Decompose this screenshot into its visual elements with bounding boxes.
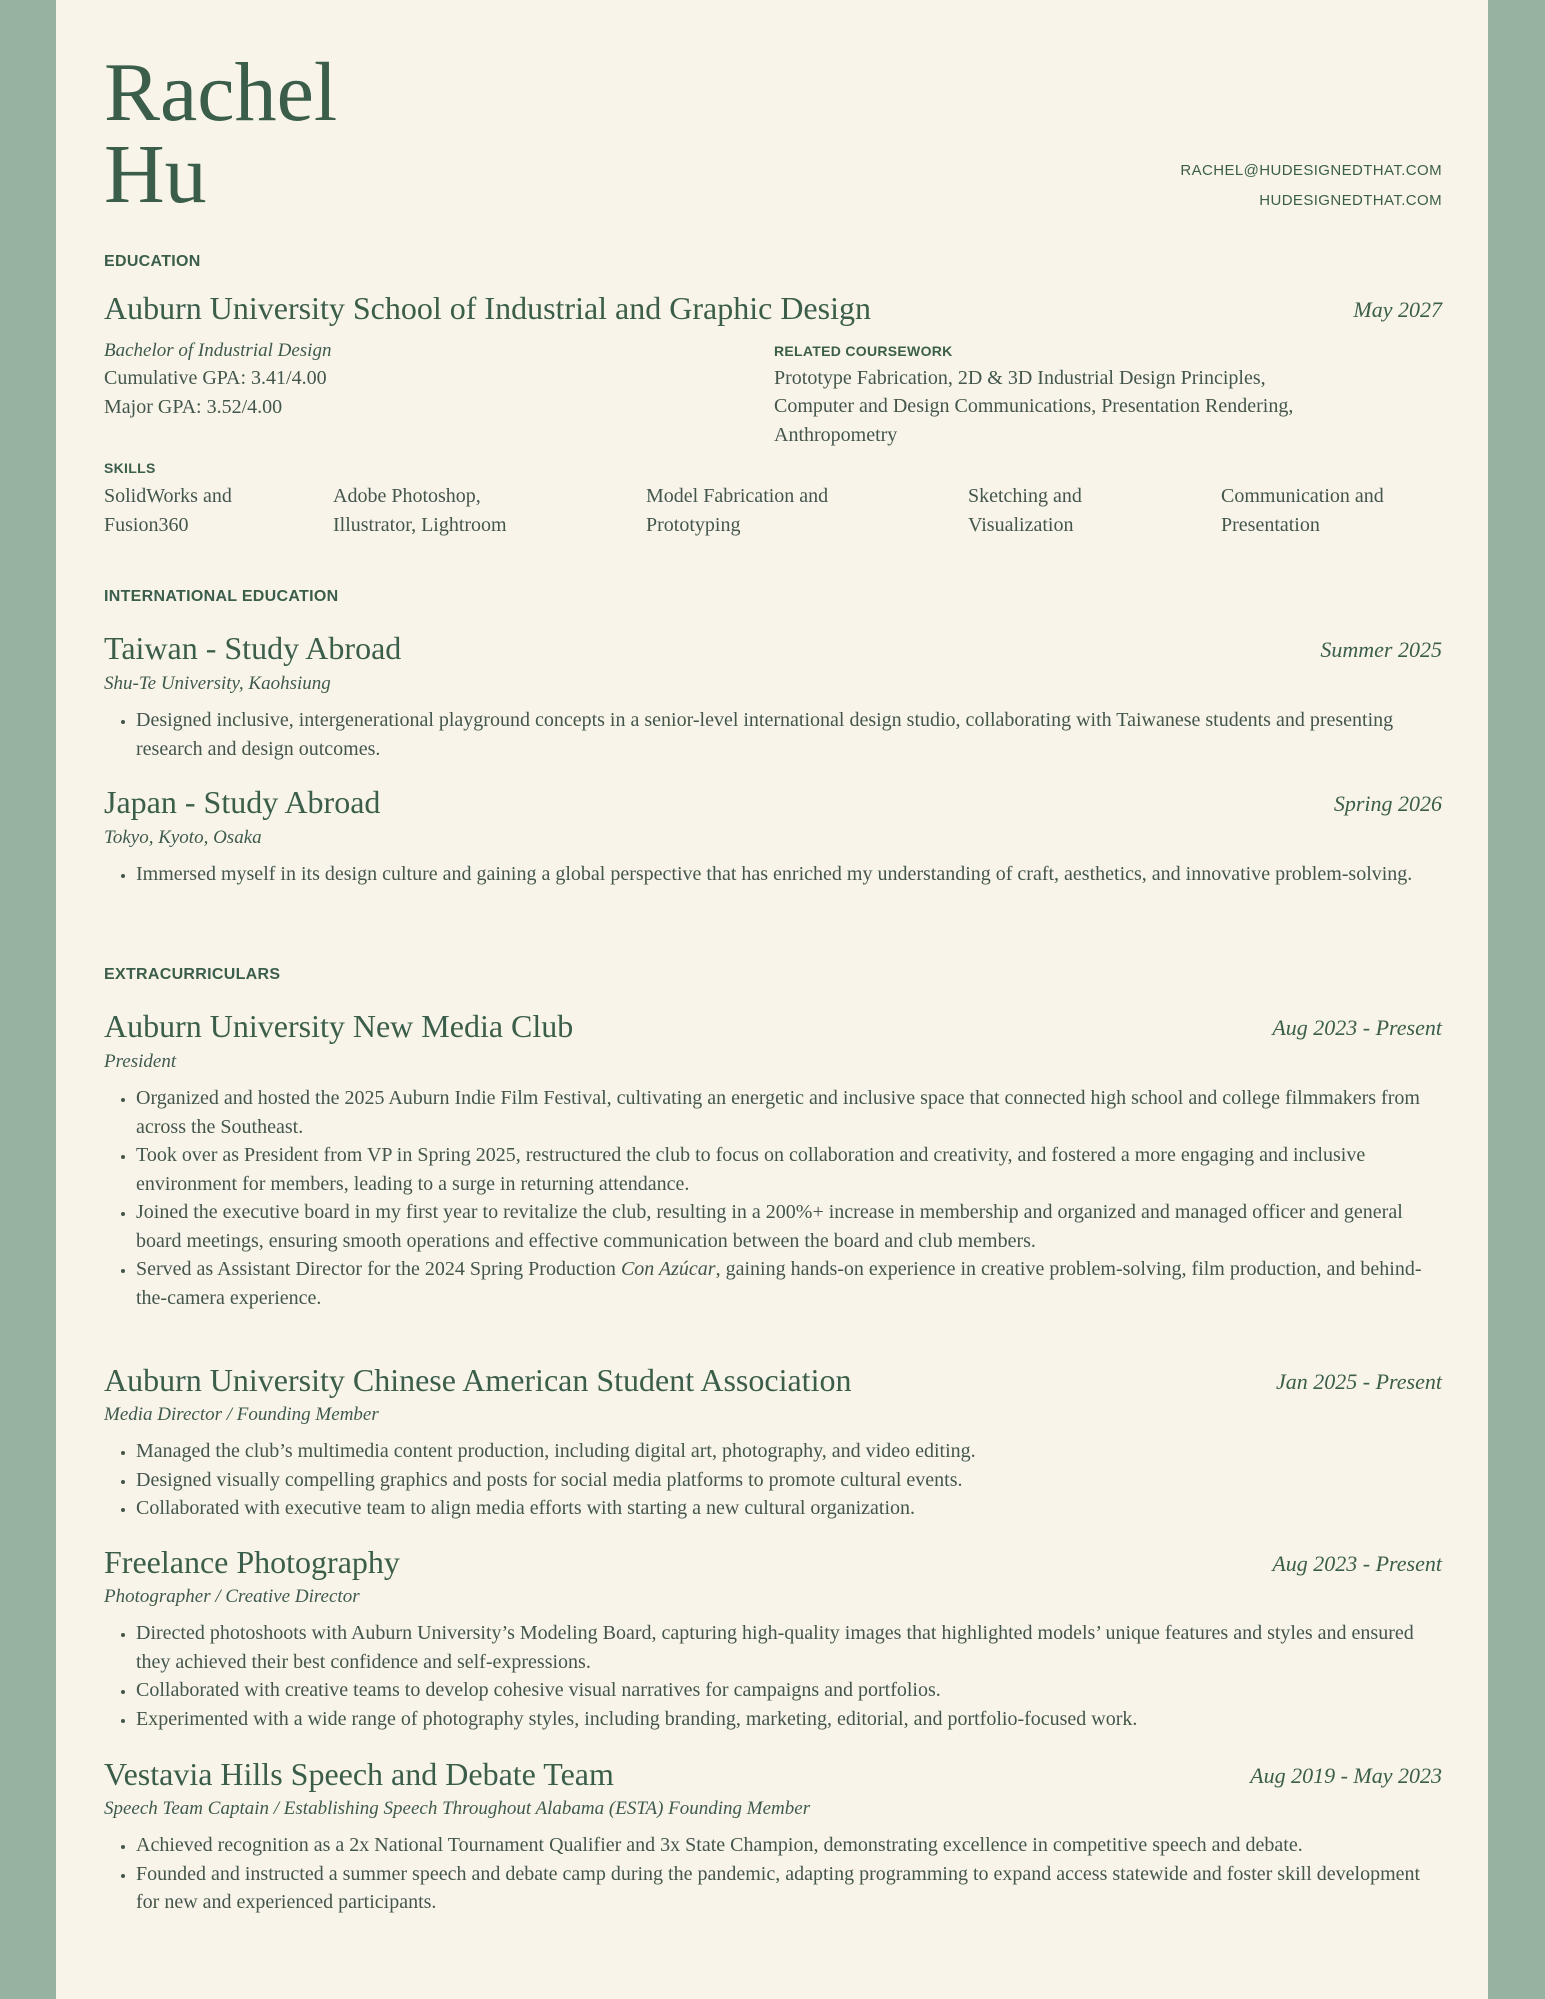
bullet-item: • Designed inclusive, intergenerational playground concepts in a senior-level international design studio, collaborating with Taiwanese students and presenting research and design outcomes. bbox=[136, 706, 1442, 763]
entry-date: Aug 2023 - Present bbox=[1272, 1551, 1442, 1576]
bullet-item: • Served as Assistant Director for the 2024 Spring Production Con Azúcar, gaining hands-on experience in creative problem-solving, film production, and behind-the-camera experience. bbox=[136, 1255, 1442, 1312]
coursework-line: Prototype Fabrication, 2D & 3D Industrial Design Principles, bbox=[774, 367, 1266, 389]
entry-bullets bbox=[104, 860, 1442, 889]
education-gpa-cumulative: Cumulative GPA: 3.41/4.00 bbox=[104, 367, 327, 389]
bullet-item: • Achieved recognition as a 2x National Tournament Qualifier and 3x State Champion, demonstrating excellence in competitive speech and debate. bbox=[136, 1831, 1442, 1860]
bullet-item: • Collaborated with creative teams to develop cohesive visual narratives for campaigns and portfolios. bbox=[136, 1676, 1442, 1705]
entry-bullets bbox=[104, 1831, 1442, 1917]
entry-title: Freelance Photography bbox=[104, 1544, 400, 1580]
resume-page bbox=[56, 0, 1488, 1999]
skill-item: Communication and Presentation bbox=[1221, 485, 1384, 536]
contact-email[interactable]: RACHEL@HUDESIGNEDTHAT.COM bbox=[1180, 162, 1442, 179]
name-first: Rachel bbox=[104, 46, 338, 139]
skill-item: Adobe Photoshop, Illustrator, Lightroom bbox=[333, 485, 507, 536]
entry-title: Taiwan - Study Abroad bbox=[104, 630, 402, 666]
bullet-item: • Designed visually compelling graphics and posts for social media platforms to promote cultural events. bbox=[136, 1466, 1442, 1495]
skills-heading: SKILLS bbox=[104, 460, 156, 476]
entry-subtitle: President bbox=[104, 1051, 177, 1072]
entry-bullets bbox=[104, 706, 1442, 763]
entry-bullets bbox=[104, 1437, 1442, 1523]
name-last: Hu bbox=[104, 128, 207, 221]
entry-date: Aug 2023 - Present bbox=[1272, 1015, 1442, 1040]
education-gpa-major: Major GPA: 3.52/4.00 bbox=[104, 396, 283, 418]
bullet-item: • Joined the executive board in my first year to revitalize the club, resulting in a 200%+ increase in membership and organized and managed officer and general board meetings, ensuring smooth operations and effective communication between the board and club members. bbox=[136, 1198, 1442, 1255]
education-date: May 2027 bbox=[1353, 297, 1442, 322]
section-heading-extracurriculars: EXTRACURRICULARS bbox=[104, 966, 281, 983]
bullet-item: • Managed the club’s multimedia content production, including digital art, photography, and video editing. bbox=[136, 1437, 1442, 1466]
bullet-item: • Took over as President from VP in Spring 2025, restructured the club to focus on collaboration and creativity, and fostered a more engaging and inclusive environment for members, leading to a surge in returning attendance. bbox=[136, 1141, 1442, 1198]
entry-subtitle: Shu-Te University, Kaohsiung bbox=[104, 673, 331, 694]
bullet-item: • Directed photoshoots with Auburn University’s Modeling Board, capturing high-quality images that highlighted models’ unique features and styles and ensured they achieved their best confidence and self-expressions. bbox=[136, 1619, 1442, 1676]
education-degree: Bachelor of Industrial Design bbox=[104, 340, 332, 361]
entry-title: Auburn University Chinese American Student Association bbox=[104, 1362, 852, 1398]
skill-item: Sketching and Visualization bbox=[968, 485, 1082, 536]
entry-bullets bbox=[104, 1084, 1442, 1312]
entry-title: Japan - Study Abroad bbox=[104, 784, 381, 820]
skill-item: SolidWorks and Fusion360 bbox=[104, 485, 232, 536]
contact-website[interactable]: HUDESIGNEDTHAT.COM bbox=[1259, 192, 1442, 209]
bullet-item: • Organized and hosted the 2025 Auburn Indie Film Festival, cultivating an energetic and inclusive space that connected high school and college filmmakers from across the Southeast. bbox=[136, 1084, 1442, 1141]
coursework-line: Computer and Design Communications, Presentation Rendering, bbox=[774, 395, 1294, 417]
entry-bullets bbox=[104, 1619, 1442, 1733]
entry-title: Vestavia Hills Speech and Debate Team bbox=[104, 1756, 614, 1792]
bullet-item: • Collaborated with executive team to align media efforts with starting a new cultural organization. bbox=[136, 1494, 1442, 1523]
entry-date: Summer 2025 bbox=[1320, 637, 1442, 662]
production-title: Con Azúcar bbox=[620, 1258, 716, 1280]
entry-subtitle: Media Director / Founding Member bbox=[104, 1404, 379, 1425]
education-school: Auburn University School of Industrial and Graphic Design bbox=[104, 290, 871, 326]
entry-date: Spring 2026 bbox=[1333, 791, 1442, 816]
entry-date: Aug 2019 - May 2023 bbox=[1250, 1763, 1442, 1788]
entry-date: Jan 2025 - Present bbox=[1276, 1369, 1442, 1394]
section-heading-education: EDUCATION bbox=[104, 253, 201, 270]
bullet-item: • Immersed myself in its design culture and gaining a global perspective that has enriched my understanding of craft, aesthetics, and innovative problem-solving. bbox=[136, 860, 1442, 889]
entry-subtitle: Photographer / Creative Director bbox=[104, 1586, 360, 1607]
coursework-heading: RELATED COURSEWORK bbox=[774, 343, 953, 359]
entry-title: Auburn University New Media Club bbox=[104, 1008, 574, 1044]
skill-item: Model Fabrication and Prototyping bbox=[646, 485, 829, 536]
bullet-item: • Experimented with a wide range of photography styles, including branding, marketing, editorial, and portfolio-focused work. bbox=[136, 1705, 1442, 1734]
coursework-line: Anthropometry bbox=[774, 424, 898, 446]
bullet-item: • Founded and instructed a summer speech and debate camp during the pandemic, adapting programming to expand access statewide and foster skill development for new and experienced participants. bbox=[136, 1860, 1442, 1917]
section-heading-international: INTERNATIONAL EDUCATION bbox=[104, 588, 339, 605]
entry-subtitle: Tokyo, Kyoto, Osaka bbox=[104, 827, 262, 848]
entry-subtitle: Speech Team Captain / Establishing Speech Throughout Alabama (ESTA) Founding Member bbox=[104, 1798, 811, 1819]
